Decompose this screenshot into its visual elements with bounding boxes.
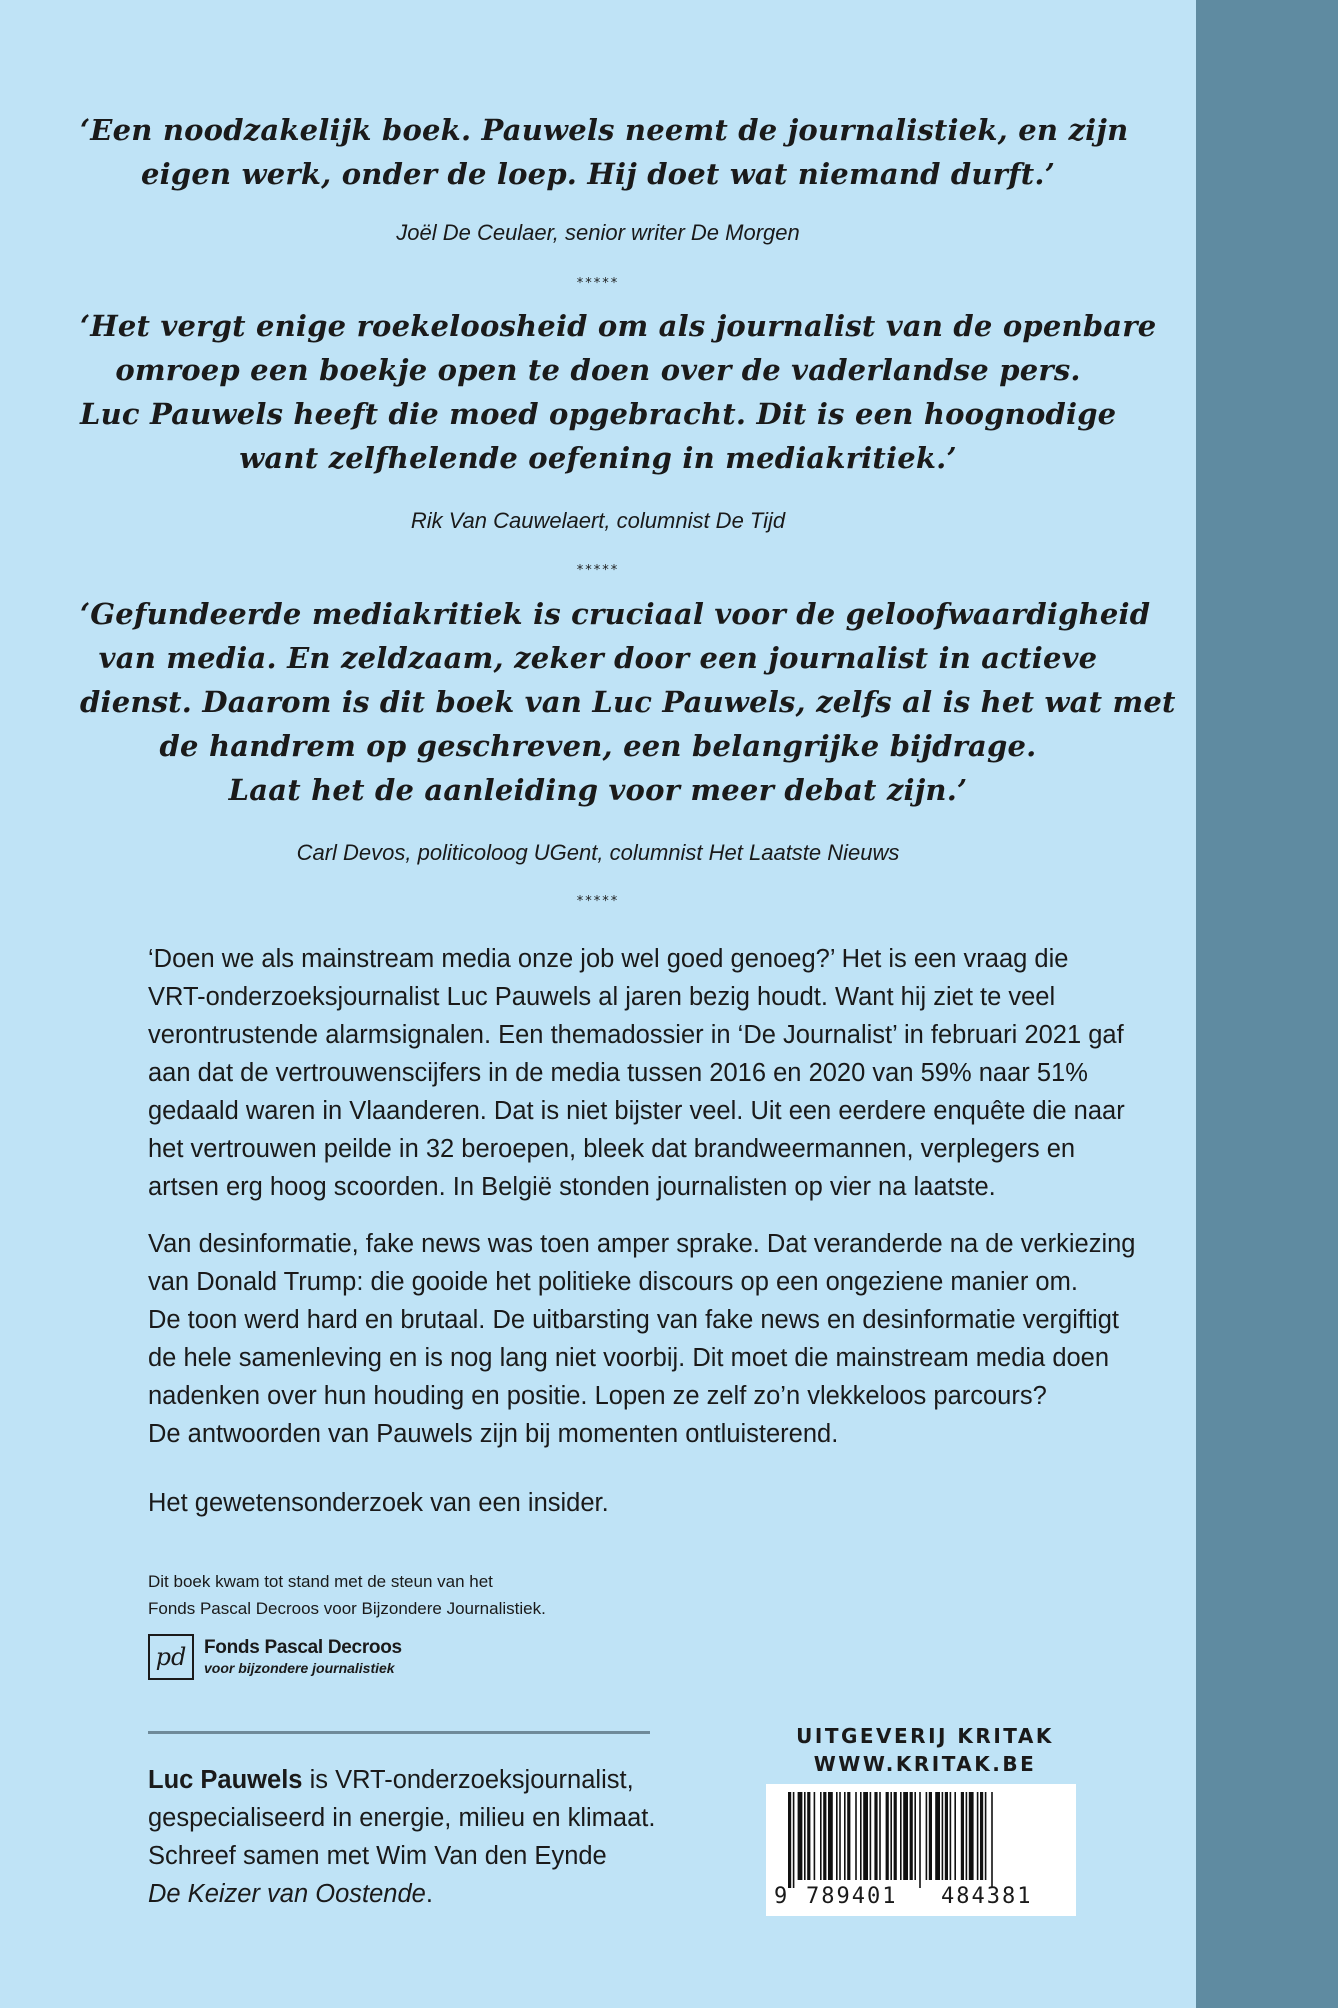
isbn-group-2: 484381 <box>941 1884 1033 1909</box>
barcode-bar <box>844 1792 846 1880</box>
barcode-bar <box>945 1792 948 1880</box>
logo-subtitle: voor bijzondere journalistiek <box>204 1660 395 1676</box>
funding-note-line: Fonds Pascal Decroos voor Bijzondere Journalistiek. <box>148 1599 546 1618</box>
barcode-bar <box>977 1792 979 1880</box>
barcode-bar <box>966 1792 968 1880</box>
blurb-line: VRT-onderzoeksjournalist Luc Pauwels al jaren bezig houdt. Want hij ziet te veel <box>148 983 1056 1011</box>
logo-name: Fonds Pascal Decroos <box>204 1637 402 1658</box>
blurb-line: aan dat de vertrouwenscijfers in de media tussen 2016 en 2020 van 59% naar 51% <box>148 1059 1088 1087</box>
quote-line: ‘Gefundeerde mediakritiek is cruciaal voor de geloofwaardigheid <box>80 597 1151 631</box>
review-quote-1 <box>80 108 1129 196</box>
barcode-bar <box>836 1792 838 1880</box>
barcode-bar <box>820 1792 822 1880</box>
barcode-bar <box>969 1792 974 1880</box>
quote-line: Laat het de aanleiding voor meer debat zijn.’ <box>228 773 968 807</box>
quote-line: omroep een boekje open te doen over de vaderlandse pers. <box>115 353 1081 387</box>
separator-stars: ***** <box>576 563 620 578</box>
barcode-bar <box>823 1792 826 1880</box>
blurb-paragraph-1 <box>148 940 1125 1206</box>
barcode-bar <box>942 1792 944 1880</box>
publisher-name: UITGEVERIJ KRITAK <box>796 1724 1054 1748</box>
barcode-bar <box>839 1792 841 1880</box>
quote-attribution-3: Carl Devos, politicoloog UGent, columnist Het Laatste Nieuws <box>296 840 900 865</box>
isbn-barcode <box>766 1784 1076 1916</box>
quote-line: de handrem op geschreven, een belangrijke bijdrage. <box>159 729 1037 763</box>
review-quote-3 <box>80 592 1176 812</box>
blurb-line: Van desinformatie, fake news was toen amper sprake. Dat veranderde na de verkiezing <box>148 1230 1136 1258</box>
barcode-bar <box>954 1792 956 1880</box>
blurb-line: De toon werd hard en brutaal. De uitbarsting van fake news en desinformatie vergiftigt <box>148 1306 1119 1334</box>
blurb-line: nadenken over hun houding en positie. Lopen ze zelf zo’n vlekkeloos parcours? <box>148 1382 1047 1410</box>
quote-line: ‘Een noodzakelijk boek. Pauwels neemt de journalistiek, en zijn <box>80 113 1129 147</box>
blurb-line: De antwoorden van Pauwels zijn bij momenten ontluisterend. <box>148 1420 839 1448</box>
quote-line: dienst. Daarom is dit boek van Luc Pauwels, zelfs al is het wat met <box>80 685 1176 719</box>
barcode-bar <box>890 1792 892 1880</box>
barcode-bar <box>985 1792 987 1880</box>
barcode-bar <box>903 1792 908 1880</box>
barcode-bar <box>910 1792 913 1880</box>
pd-logo-mark: pd <box>148 1634 194 1680</box>
author-name: Luc Pauwels <box>148 1766 303 1794</box>
barcode-bar <box>804 1792 806 1880</box>
blurb-line: verontrustende alarmsignalen. Een themadossier in ‘De Journalist’ in februari 2021 gaf <box>148 1021 1124 1049</box>
isbn-group-1: 789401 <box>806 1884 898 1909</box>
quote-line: ‘Het vergt enige roekeloosheid om als journalist van de openbare <box>80 309 1157 343</box>
barcode-bar <box>919 1792 921 1888</box>
book-title: De Keizer van Oostende <box>148 1880 426 1908</box>
publisher-block <box>760 1722 1090 1778</box>
bio-text: Schreef samen met Wim Van den Eynde <box>148 1842 607 1870</box>
blurb-line: ‘Doen we als mainstream media onze job wel goed genoeg?’ Het is een vraag die <box>148 945 1069 973</box>
barcode-bar <box>894 1792 897 1880</box>
blurb-line: van Donald Trump: die gooide het politieke discours op een ongeziene manier om. <box>148 1268 1078 1296</box>
quote-line: eigen werk, onder de loep. Hij doet wat niemand durft.’ <box>141 157 1055 191</box>
barcode-bar <box>847 1792 850 1880</box>
blurb-paragraph-3 <box>148 1484 1068 1522</box>
barcode-bar <box>926 1792 928 1880</box>
author-bio <box>148 1761 708 1913</box>
barcode-bar <box>874 1792 877 1880</box>
barcode-bar <box>793 1792 795 1888</box>
barcode-bar <box>886 1792 889 1880</box>
review-quote-2 <box>80 304 1157 480</box>
barcode-bar <box>879 1792 881 1880</box>
barcode-bar <box>855 1792 857 1880</box>
barcode-bar <box>929 1792 932 1880</box>
funding-note <box>148 1568 546 1622</box>
quote-line: want zelfhelende oefening in mediakritiek.’ <box>239 441 957 475</box>
barcode-bar <box>814 1792 816 1880</box>
book-spine-edge <box>1196 0 1338 2008</box>
barcode-bar <box>914 1792 916 1880</box>
quote-attribution-2: Rik Van Cauwelaert, columnist De Tijd <box>410 508 786 533</box>
barcode-bar <box>935 1792 940 1880</box>
quote-line: van media. En zeldzaam, zeker door een journalist in actieve <box>98 641 1098 675</box>
isbn-number <box>766 1882 1076 1912</box>
barcode-bar <box>863 1792 868 1880</box>
barcode-bar <box>860 1792 862 1880</box>
fonds-pascal-decroos-logo <box>148 1632 402 1682</box>
barcode-bar <box>900 1792 902 1880</box>
barcode-bar <box>980 1792 983 1880</box>
barcode-bar <box>870 1792 872 1880</box>
blurb-line: gedaald waren in Vlaanderen. Dat is niet bijster veel. Uit een eerdere enquête die naar <box>148 1097 1125 1125</box>
quote-attribution-1: Joël De Ceulaer, senior writer De Morgen <box>396 220 800 245</box>
barcode-bar <box>788 1792 791 1888</box>
blurb-paragraph-2 <box>148 1225 1136 1453</box>
separator-stars: ***** <box>576 276 620 291</box>
bio-text: gespecialiseerd in energie, milieu en klimaat. <box>148 1804 656 1832</box>
isbn-first-digit: 9 <box>774 1884 788 1909</box>
barcode-bar <box>828 1792 833 1880</box>
bio-text: is VRT-onderzoeksjournalist, <box>302 1766 634 1794</box>
blurb-line: Het gewetensonderzoek van een insider. <box>148 1489 609 1517</box>
bio-text: . <box>425 1880 433 1908</box>
separator-stars: ***** <box>576 894 620 909</box>
barcode-bar <box>798 1792 803 1880</box>
barcode-bar <box>807 1792 810 1880</box>
barcode-bar <box>991 1792 993 1888</box>
publisher-website: WWW.KRITAK.BE <box>813 1752 1037 1776</box>
barcode-bar <box>950 1792 952 1880</box>
blurb-line: artsen erg hoog scoorden. In België stonden journalisten op vier na laatste. <box>148 1173 996 1201</box>
quote-line: Luc Pauwels heeft die moed opgebracht. Dit is een hoognodige <box>80 397 1117 431</box>
divider-line <box>148 1731 650 1734</box>
blurb-line: de hele samenleving en is nog lang niet voorbij. Dit moet die mainstream media doen <box>148 1344 1110 1372</box>
barcode-bar <box>961 1792 964 1880</box>
blurb-line: het vertrouwen peilde in 32 beroepen, bleek dat brandweermannen, verplegers en <box>148 1135 1076 1163</box>
funding-note-line: Dit boek kwam tot stand met de steun van het <box>148 1572 493 1591</box>
